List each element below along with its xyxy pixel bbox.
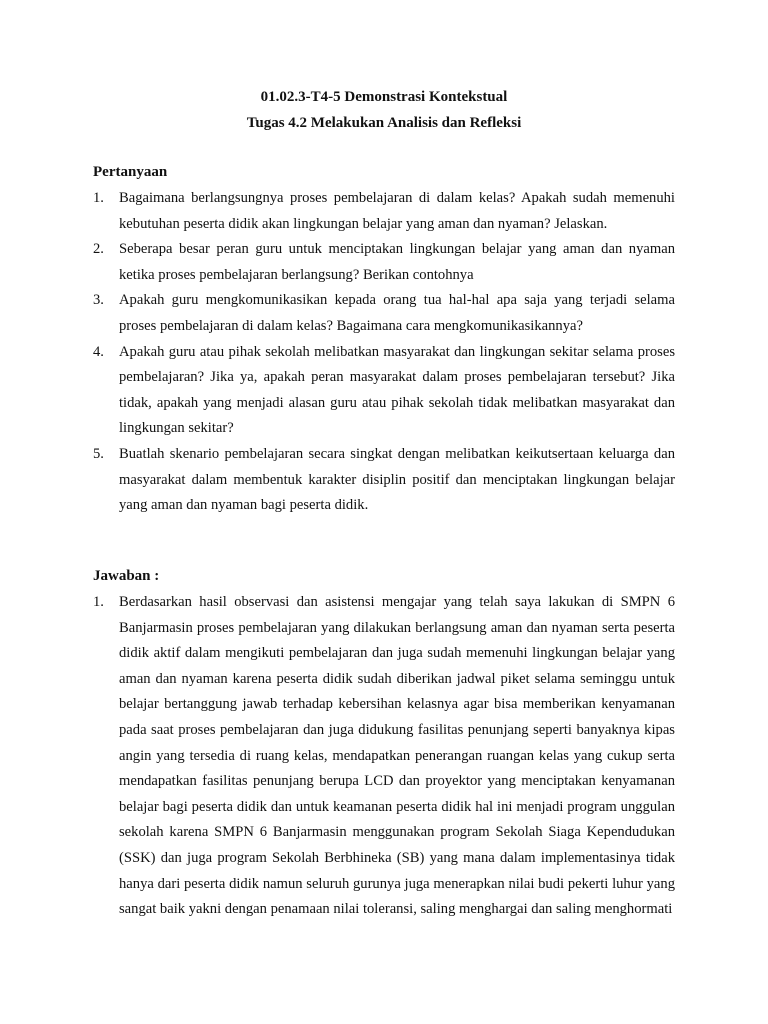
question-number: 5.	[93, 445, 104, 462]
answer-item-1	[93, 590, 675, 923]
question-item-4	[93, 340, 675, 442]
question-text: Apakah guru mengkomunikasikan kepada orang tua hal-hal apa saja yang terjadi selama proses pembelajaran di dalam kelas? Bagaimana cara mengkomunikasikannya?	[119, 292, 675, 334]
question-text: Buatlah skenario pembelajaran secara singkat dengan melibatkan keikutsertaan keluarga dan masyarakat dalam membentuk karakter disiplin positif dan menciptakan lingkungan belajar yang aman dan nyaman bagi peserta didik.	[119, 445, 675, 514]
question-number: 3.	[93, 292, 104, 309]
question-number: 1.	[93, 190, 104, 206]
question-text: Apakah guru atau pihak sekolah melibatkan masyarakat dan lingkungan sekitar selama proses pembelajaran? Jika ya, apakah peran masyarakat dalam proses pembelajaran tersebut? Jika tidak, apakah yang menjadi alasan guru atau pihak sekolah tidak melibatkan masyarakat dan lingkungan sekitar?	[119, 343, 675, 437]
document-subtitle: Tugas 4.2 Melakukan Analisis dan Refleksi	[246, 115, 522, 131]
question-number: 4.	[93, 343, 104, 360]
answer-number: 1.	[93, 594, 104, 610]
question-item-2	[93, 237, 675, 288]
question-text: Seberapa besar peran guru untuk menciptakan lingkungan belajar yang aman dan nyaman ketika proses pembelajaran berlangsung? Berikan contohnya	[119, 241, 675, 283]
answer-text: Berdasarkan hasil observasi dan asistensi mengajar yang telah saya lakukan di SMPN 6 Banjarmasin proses pembelajaran yang dilakukan berlangsung aman dan nyaman serta peserta didik aktif dalam mengikuti pembelajaran dan juga sudah memenuhi lingkungan belajar yang aman dan nyaman karena peserta didik sudah diberikan jadwal piket selama seminggu untuk belajar bertanggung jawab terhadap kebersihan kelasnya agar bisa memberikan kenyamanan pada saat proses pembelajaran dan juga didukung fasilitas penunjang seperti banyaknya kipas angin yang tersedia di ruang kelas, mendapatkan penerangan ruangan kelas yang cukup serta mendapatkan fasilitas penunjang berupa LCD dan proyektor yang menciptakan kenyamanan belajar bagi peserta didik dan untuk keamanan peserta didik hal ini menjadi program unggulan sekolah karena SMPN 6 Banjarmasin menggunakan program Sekolah Siaga Kependudukan (SSK) dan juga program Sekolah Berbhineka (SB) yang mana dalam implementasinya tidak hanya dari peserta didik namun seluruh gurunya juga menerapkan nilai budi pekerti luhur yang sangat baik yakni dengan penamaan nilai toleransi, saling menghargai dan saling menghormati	[119, 594, 675, 918]
answer-list	[93, 590, 675, 923]
question-item-5	[93, 442, 675, 519]
section-heading-jawaban: Jawaban :	[93, 568, 160, 584]
question-item-1	[93, 186, 675, 237]
question-list	[93, 186, 675, 519]
question-item-3	[93, 288, 675, 339]
section-heading-pertanyaan: Pertanyaan	[93, 164, 168, 180]
question-number: 2.	[93, 241, 104, 258]
question-text: Bagaimana berlangsungnya proses pembelajaran di dalam kelas? Apakah sudah memenuhi kebutuhan peserta didik akan lingkungan belajar yang aman dan nyaman? Jelaskan.	[119, 190, 675, 232]
document-title: 01.02.3-T4-5 Demonstrasi Kontekstual	[260, 89, 508, 105]
